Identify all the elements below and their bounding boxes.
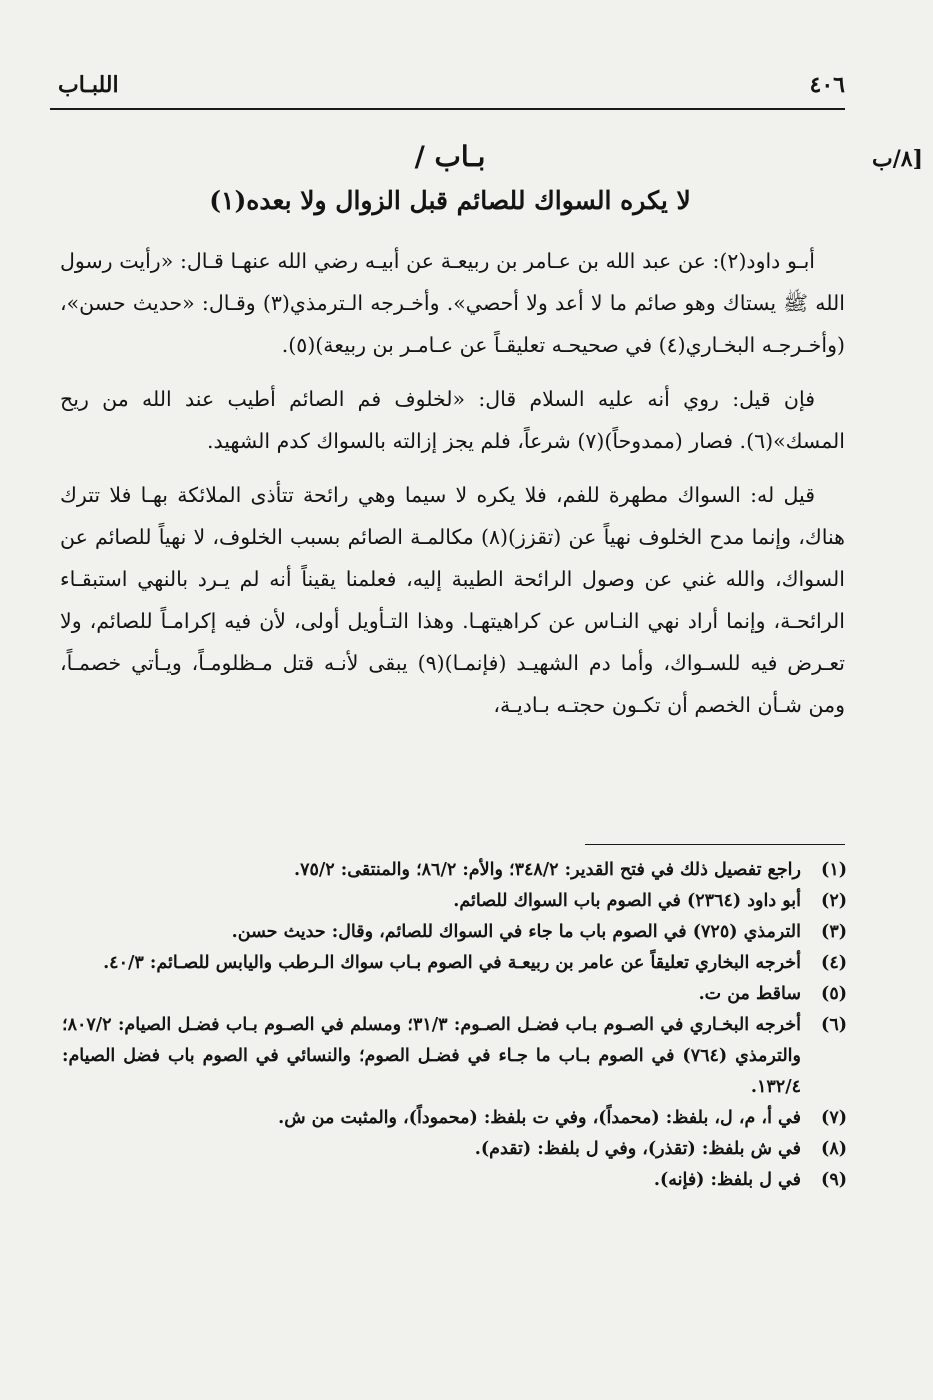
chapter-title: لا يكره السواك للصائم قبل الزوال ولا بعده(١)	[209, 186, 691, 215]
footnote-text: أخرجه البخـاري في الصـوم بـاب فضـل الصـوم: ٣١/٣؛ ومسلم في الصـوم بـاب فضـل الصيام: ٨٠٧/٢؛ والترمذي (٧٦٤) في الصوم بـاب ما جـاء في فضـل الصوم؛ والنسائي في الصوم باب فضل الصيام: ١٣٢/٤.	[62, 1015, 801, 1097]
footnote-number: (٥)	[821, 984, 847, 1004]
footnote-text: أخرجه البخاري تعليقاً عن عامر بن ربيعـة في الصوم بـاب سواك الـرطب واليابس للصـائم: ٤٠/٣.	[103, 953, 801, 973]
footnote-item	[62, 917, 847, 948]
footnote-number: (١)	[821, 860, 847, 880]
paragraph-hadith: أبـو داود(٢): عن عبد الله بن عـامر بن ربيعـة عن أبيـه رضي الله عنهـا قـال: «رأيت رسول الله ﷺ يستاك وهو صائم ما لا أعد ولا أحصي». وأخـرجه الـترمذي(٣) وقـال: «حديث حسن»، (وأخـرجـه البخـاري(٤) في صحيحـه تعليقـاً عن عـامـر بن ربيعة)(٥).	[60, 249, 845, 357]
main-text	[60, 240, 845, 738]
footnote-number: (٧)	[821, 1108, 847, 1128]
footnote-item	[62, 1165, 847, 1196]
paragraph-response: قيل له: السواك مطهرة للفم، فلا يكره لا سيما وهي رائحة تتأذى الملائكة بهـا فلا تترك هناك، وإنما مدح الخلوف نهياً عن (تقزز)(٨) مكالمـة الصائم بسبب الخلوف، لا نهياً للصائم عن السواك، والله غني عن وصول الرائحة الطيبة إليه، فعلمنا يقيناً أنه لم يـرد بالنهي استبقـاء الرائحـة، وإنما أراد نهي النـاس عن كراهيتهـا. وهذا التـأويل أولى، لأن فيه إكرامـاً للصائم، ولا تعـرض فيه للسـواك، وأما دم الشهيـد (فإنمـا)(٩) يبقى لأنـه قتل مـظلومـاً، ويـأتي خصمـاً، ومن شـأن الخصم أن تكـون حجتـه بـاديـة،	[60, 483, 845, 717]
footnote-number: (٢)	[821, 891, 847, 911]
footnote-item	[62, 1010, 847, 1103]
footnote-number: (٦)	[821, 1015, 847, 1035]
footnote-item	[62, 979, 847, 1010]
manuscript-folio-marker: ٨/ب]	[872, 146, 923, 172]
footnote-item	[62, 855, 847, 886]
footnote-number: (٩)	[821, 1170, 847, 1190]
footnote-text: في أ، م، ل، بلفظ: (محمداً)، وفي ت بلفظ: (محموداً)، والمثبت من ش.	[278, 1108, 801, 1128]
footnote-number: (٨)	[821, 1139, 847, 1159]
footnote-item	[62, 1103, 847, 1134]
chapter-heading: / بـاب	[414, 140, 486, 173]
footnote-text: الترمذي (٧٢٥) في الصوم باب ما جاء في السواك للصائم، وقال: حديث حسن.	[231, 922, 801, 942]
footnote-number: (٤)	[821, 953, 847, 973]
footnote-text: في ش بلفظ: (تقذر)، وفي ل بلفظ: (تقدم).	[474, 1139, 801, 1159]
footnote-item	[62, 948, 847, 979]
page-number: ٤٠٦	[809, 72, 845, 98]
footnote-text: في ل بلفظ: (فإنه).	[653, 1170, 801, 1190]
page-header	[50, 68, 845, 110]
footnote-item	[62, 1134, 847, 1165]
footnote-number: (٣)	[821, 922, 847, 942]
paragraph-objection: فإن قيل: روي أنه عليه السلام قال: «لخلوف فم الصائم أطيب عند الله من ريح المسك»(٦). فصار (ممدوحاً)(٧) شرعاً، فلم يجز إزالته بالسواك كدم الشهيد.	[60, 387, 845, 453]
footnote-text: أبو داود (٢٣٦٤) في الصوم باب السواك للصائم.	[453, 891, 801, 911]
footnote-separator	[585, 844, 845, 845]
footnote-text: ساقط من ت.	[698, 984, 801, 1004]
running-title: اللبـاب	[58, 72, 119, 98]
footnote-item	[62, 886, 847, 917]
footnotes	[62, 855, 847, 1196]
footnote-text: راجع تفصيل ذلك في فتح القدير: ٣٤٨/٢؛ والأم: ٨٦/٢؛ والمنتقى: ٧٥/٢.	[293, 860, 801, 880]
